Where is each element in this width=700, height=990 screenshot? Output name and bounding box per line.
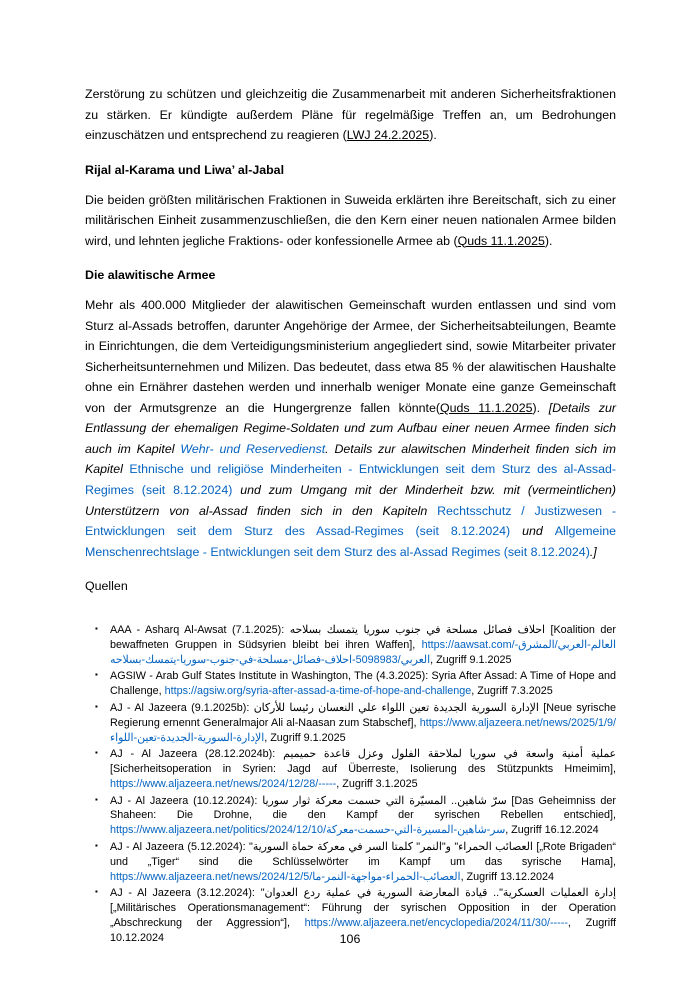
source-arabic-title: "إدارة العمليات العسكرية".. قيادة المعارضة السورية في عملية ردع العدوان bbox=[260, 887, 616, 900]
section2-paragraph bbox=[85, 295, 616, 562]
source-url-link[interactable]: https://www.aljazeera.net/politics/2024/12/10/سر-شاهين-المسيرة-التي-حسمت-معركة bbox=[110, 824, 506, 837]
source-citation-text: AJ - Al Jazeera (28.12.2024b): bbox=[110, 748, 284, 761]
source-citation-text: AJ - Al Jazeera (10.12.2024): bbox=[110, 794, 263, 807]
editorial-note-text-5: .] bbox=[589, 544, 597, 559]
source-citation-text: AJ - Al Jazeera (3.12.2024): bbox=[110, 887, 261, 900]
source-item-aj-9-1-2025b bbox=[95, 701, 616, 745]
source-citation-text: AJ - Al Jazeera (9.1.2025b): bbox=[110, 702, 254, 714]
source-ref-quds-1[interactable]: Quds 11.1.2025 bbox=[457, 233, 545, 248]
sources-list bbox=[85, 623, 616, 945]
section1-text: Die beiden größten militärischen Fraktionen in Suweida erklärten ihre Bereitschaft, sich zu einer militärischen Einheit zusammenzuschließen, die den Kern einer neuen nationalen Armee bilden wird, und lehnten jegliche Fraktions- oder konfessionelle Armee ab ( bbox=[85, 192, 616, 248]
source-item-agsiw bbox=[95, 669, 616, 699]
source-access-date: , Zugriff 9.1.2025 bbox=[264, 731, 346, 744]
source-translation-text: [Neue syrische Regierung ernennt Generalmajor Ali al-Naasan zum Stabschef], bbox=[110, 702, 616, 729]
editorial-note-text-2: . Details zur alawitschen Minderheit finden sich im Kapitel bbox=[85, 441, 617, 477]
source-access-date: , Zugriff 7.3.2025 bbox=[471, 685, 553, 698]
chapter-link-menschenrechtslage[interactable]: Allgemeine Menschenrechtslage - Entwicklungen seit dem Sturz des al-Assad Regimes (seit 8.12.2024) bbox=[85, 524, 616, 559]
source-ref-lwj[interactable]: LWJ 24.2.2025 bbox=[346, 128, 430, 143]
source-translation-text: [„Militärisches Operationsmanagement“: Führung der syrischen Opposition in der Operation „Abschreckung der Aggression“], bbox=[110, 902, 616, 929]
source-translation-text: [Koalition der bewaffneten Gruppen in Südsyrien bleibt bei ihren Waffen], bbox=[110, 624, 616, 651]
source-arabic-title: "العصائب الحمراء" و"النمر" كلمتا السر في معركة حماة السورية bbox=[249, 841, 533, 854]
source-arabic-title: احلاف فصائل مسلحة في جنوب سوريا يتمسك بسلاحه bbox=[289, 624, 545, 637]
source-citation-text: AGSIW - Arab Gulf States Institute in Washington, The (4.3.2025): Syria After Assad: A Time of Hope and Challenge, bbox=[110, 670, 616, 698]
section2-text-2: ). bbox=[532, 400, 549, 415]
heading-alawitische-armee: Die alawitische Armee bbox=[85, 268, 216, 283]
section1-text-end: ). bbox=[544, 233, 553, 248]
source-ref-quds-2[interactable]: Quds 11.1.2025 bbox=[439, 400, 533, 415]
chapter-link-ethnische-minderheiten[interactable]: Ethnische und religiöse Minderheiten - Entwicklungen seit dem Sturz des al-Assad-Regimes (seit 8.12.2024) bbox=[85, 462, 616, 497]
source-translation-text: [Sicherheitsoperation in Syrien: Jagd auf Überreste, Isolierung des Stützpunkts Hmeimim], bbox=[110, 763, 616, 776]
source-url-link[interactable]: https://www.aljazeera.net/news/2025/1/9/الإدارة-السورية-الجديدة-تعين-اللواء bbox=[110, 716, 616, 744]
heading-rijal-al-karama: Rijal al-Karama und Liwa’ al-Jabal bbox=[85, 162, 285, 177]
source-access-date: , Zugriff 9.1.2025 bbox=[430, 653, 512, 666]
source-item-aj-10-12-2024 bbox=[95, 794, 616, 838]
page-number: 106 bbox=[339, 932, 361, 946]
source-access-date: , Zugriff 10.12.2024 bbox=[110, 916, 616, 944]
source-arabic-title: الإدارة السورية الجديدة تعين اللواء علي النعسان رئيسا للأركان bbox=[253, 702, 539, 714]
source-url-link[interactable]: https://www.aljazeera.net/news/2024/12/28/----- bbox=[110, 777, 337, 790]
editorial-note-text-4: und bbox=[510, 524, 555, 539]
source-url-link[interactable]: https://www.aljazeera.net/news/2024/12/5/العصائب-الحمراء-مواجهة-النمر-ما bbox=[110, 870, 461, 883]
source-url-link[interactable]: https://agsiw.org/syria-after-assad-a-time-of-hope-and-challenge bbox=[164, 685, 472, 698]
source-url-link[interactable]: https://www.aljazeera.net/encyclopedia/2024/11/30/----- bbox=[304, 916, 568, 929]
intro-text: Zerstörung zu schützen und gleichzeitig die Zusammenarbeit mit anderen Sicherheitsfraktionen zu stärken. Er kündigte außerdem Pläne für regelmäßige Treffen an, um Bedrohungen einzuschätzen und entsprechend zu reagieren ( bbox=[85, 87, 616, 143]
section1-paragraph bbox=[85, 190, 616, 252]
source-citation-text: AAA - Asharq Al-Awsat (7.1.2025): bbox=[110, 624, 290, 637]
source-translation-text: [Das Geheimniss der Shaheen: Die Drohne, die den Kampf der syrischen Rebellen entschied], bbox=[110, 794, 616, 822]
editorial-note-text-1: [Details zur Entlassung der ehemaligen Regime-Soldaten und zum Aufbau einer neuen Armee finden sich auch im Kapitel bbox=[85, 400, 616, 456]
intro-paragraph bbox=[85, 84, 616, 146]
intro-text-end: ). bbox=[429, 128, 437, 143]
sources-heading: Quellen bbox=[85, 579, 128, 594]
chapter-link-rechtsschutz[interactable]: Rechtsschutz / Justizwesen - Entwicklungen seit dem Sturz des Assad-Regimes (seit 8.12.2024) bbox=[85, 503, 616, 539]
chapter-link-wehr-reservedienst[interactable]: Wehr- und Reservedienst bbox=[180, 441, 326, 456]
source-access-date: , Zugriff 3.1.2025 bbox=[336, 777, 418, 790]
source-item-aj-28-12-2024b bbox=[95, 747, 616, 791]
source-item-aj-5-12-2024 bbox=[95, 840, 616, 884]
source-access-date: , Zugriff 16.12.2024 bbox=[505, 824, 599, 837]
source-access-date: , Zugriff 13.12.2024 bbox=[460, 870, 555, 883]
source-translation-text: [„Rote Brigaden“ und „Tiger“ sind die Schlüsselwörter im Kampf um das syrische Hama], bbox=[110, 841, 616, 868]
source-citation-text: AJ - Al Jazeera (5.12.2024): bbox=[110, 841, 250, 854]
section2-text: Mehr als 400.000 Mitglieder der alawitischen Gemeinschaft wurden entlassen und sind vom Sturz al-Assads betroffen, darunter Angehörige der Armee, der Sicherheitsabteilungen, Beamte in Einrichtungen, die dem Verteidigungsministerium angegliedert sind, sowie Mitarbeiter privater Sicherheitsunternehmen und Milizen. Das bedeutet, dass etwa 85 % der alawitischen Haushalte ohne ein Ernährer dastehen werden und innerhalb weniger Monate eine ganze Gemeinschaft von der Armutsgrenze an die Hungergrenze fallen könnte( bbox=[85, 298, 616, 415]
editorial-note-text-3: und zum Umgang mit der Minderheit bzw. mit (vermeintlichen) Unterstützern von al-Assad finden sich in den Kapiteln bbox=[85, 482, 617, 518]
source-arabic-title: سرّ شاهين.. المسيّرة التي حسمت معركة ثوار سوريا bbox=[262, 794, 507, 807]
source-item-aaa bbox=[95, 623, 616, 667]
source-url-link[interactable]: https://aawsat.com/العالم-العربي/المشرق-العربي/5098983-احلاف-فصائل-مسلحة-في-جنوب-سوريا-يتمسك-بسلاحه bbox=[110, 638, 616, 666]
source-arabic-title: عملية أمنية واسعة في سوريا لملاحقة الفلول وعزل قاعدة حميميم bbox=[283, 748, 616, 761]
